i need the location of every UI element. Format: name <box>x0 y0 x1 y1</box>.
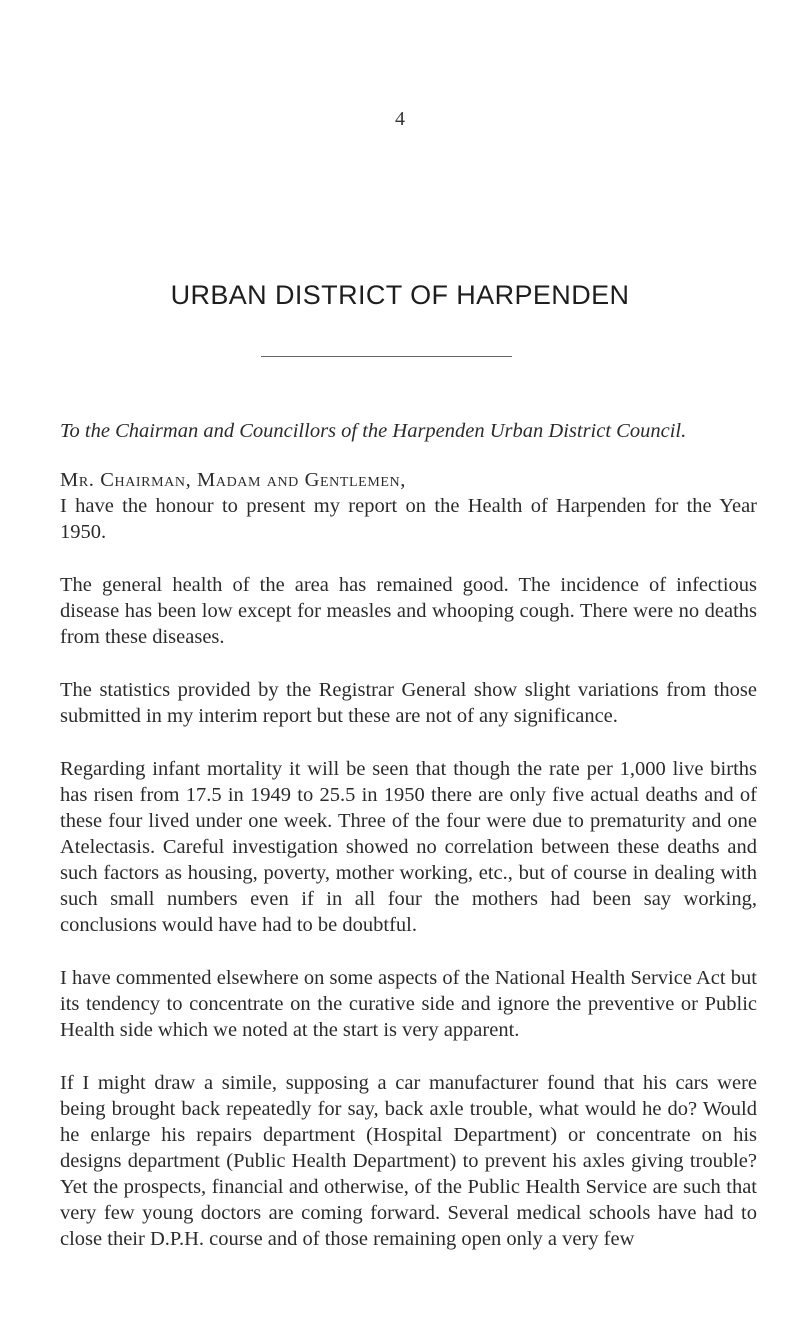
paragraph-statistics: The statistics provided by the Registrar General show slight variations from those submitted in my interim report but these are not of any significance. <box>60 679 757 727</box>
paragraph-infant-mortality: Regarding infant mortality it will be seen that though the rate per 1,000 live births has risen from 17.5 in 1949 to 25.5 in 1950 there are only five actual deaths and of these four lived under one week. Three of the four were due to prematurity and one Atelectasis. Careful investigation showed no correlation between these deaths and such factors as housing, poverty, mother working, etc., but of course in dealing with such small numbers even if in all four the mothers had been say working, conclusions would have had to be doubtful. <box>60 758 757 936</box>
page-number: 4 <box>395 108 405 130</box>
addressee: To the Chairman and Councillors of the Harpenden Urban District Council. <box>60 420 687 442</box>
paragraph-general-health: The general health of the area has remained good. The incidence of infectious disease has been low except for measles and whooping cough. There were no deaths from these diseases. <box>60 574 757 648</box>
title-divider <box>261 356 512 357</box>
paragraph-intro: I have the honour to present my report on the Health of Harpenden for the Year 1950. <box>60 495 757 543</box>
paragraph-simile: If I might draw a simile, supposing a car manufacturer found that his cars were being brought back repeatedly for say, back axle trouble, what would he do? Would he enlarge his repairs department (Hospital Department) or concentrate on his designs department (Public Health Department) to prevent his axles giving trouble? Yet the prospects, financial and otherwise, of the Public Health Service are such that very few young doctors are coming forward. Several medical schools have had to close their D.P.H. course and of those remaining open only a very few <box>60 1072 757 1250</box>
greeting: Mr. Chairman, Madam and Gentlemen, <box>60 469 406 491</box>
letter-body <box>60 418 757 1279</box>
paragraph-nhs-act: I have commented elsewhere on some aspects of the National Health Service Act but its tendency to concentrate on the curative side and ignore the preventive or Public Health side which we noted at the start is very apparent. <box>60 967 757 1041</box>
document-title: URBAN DISTRICT OF HARPENDEN <box>170 280 630 310</box>
